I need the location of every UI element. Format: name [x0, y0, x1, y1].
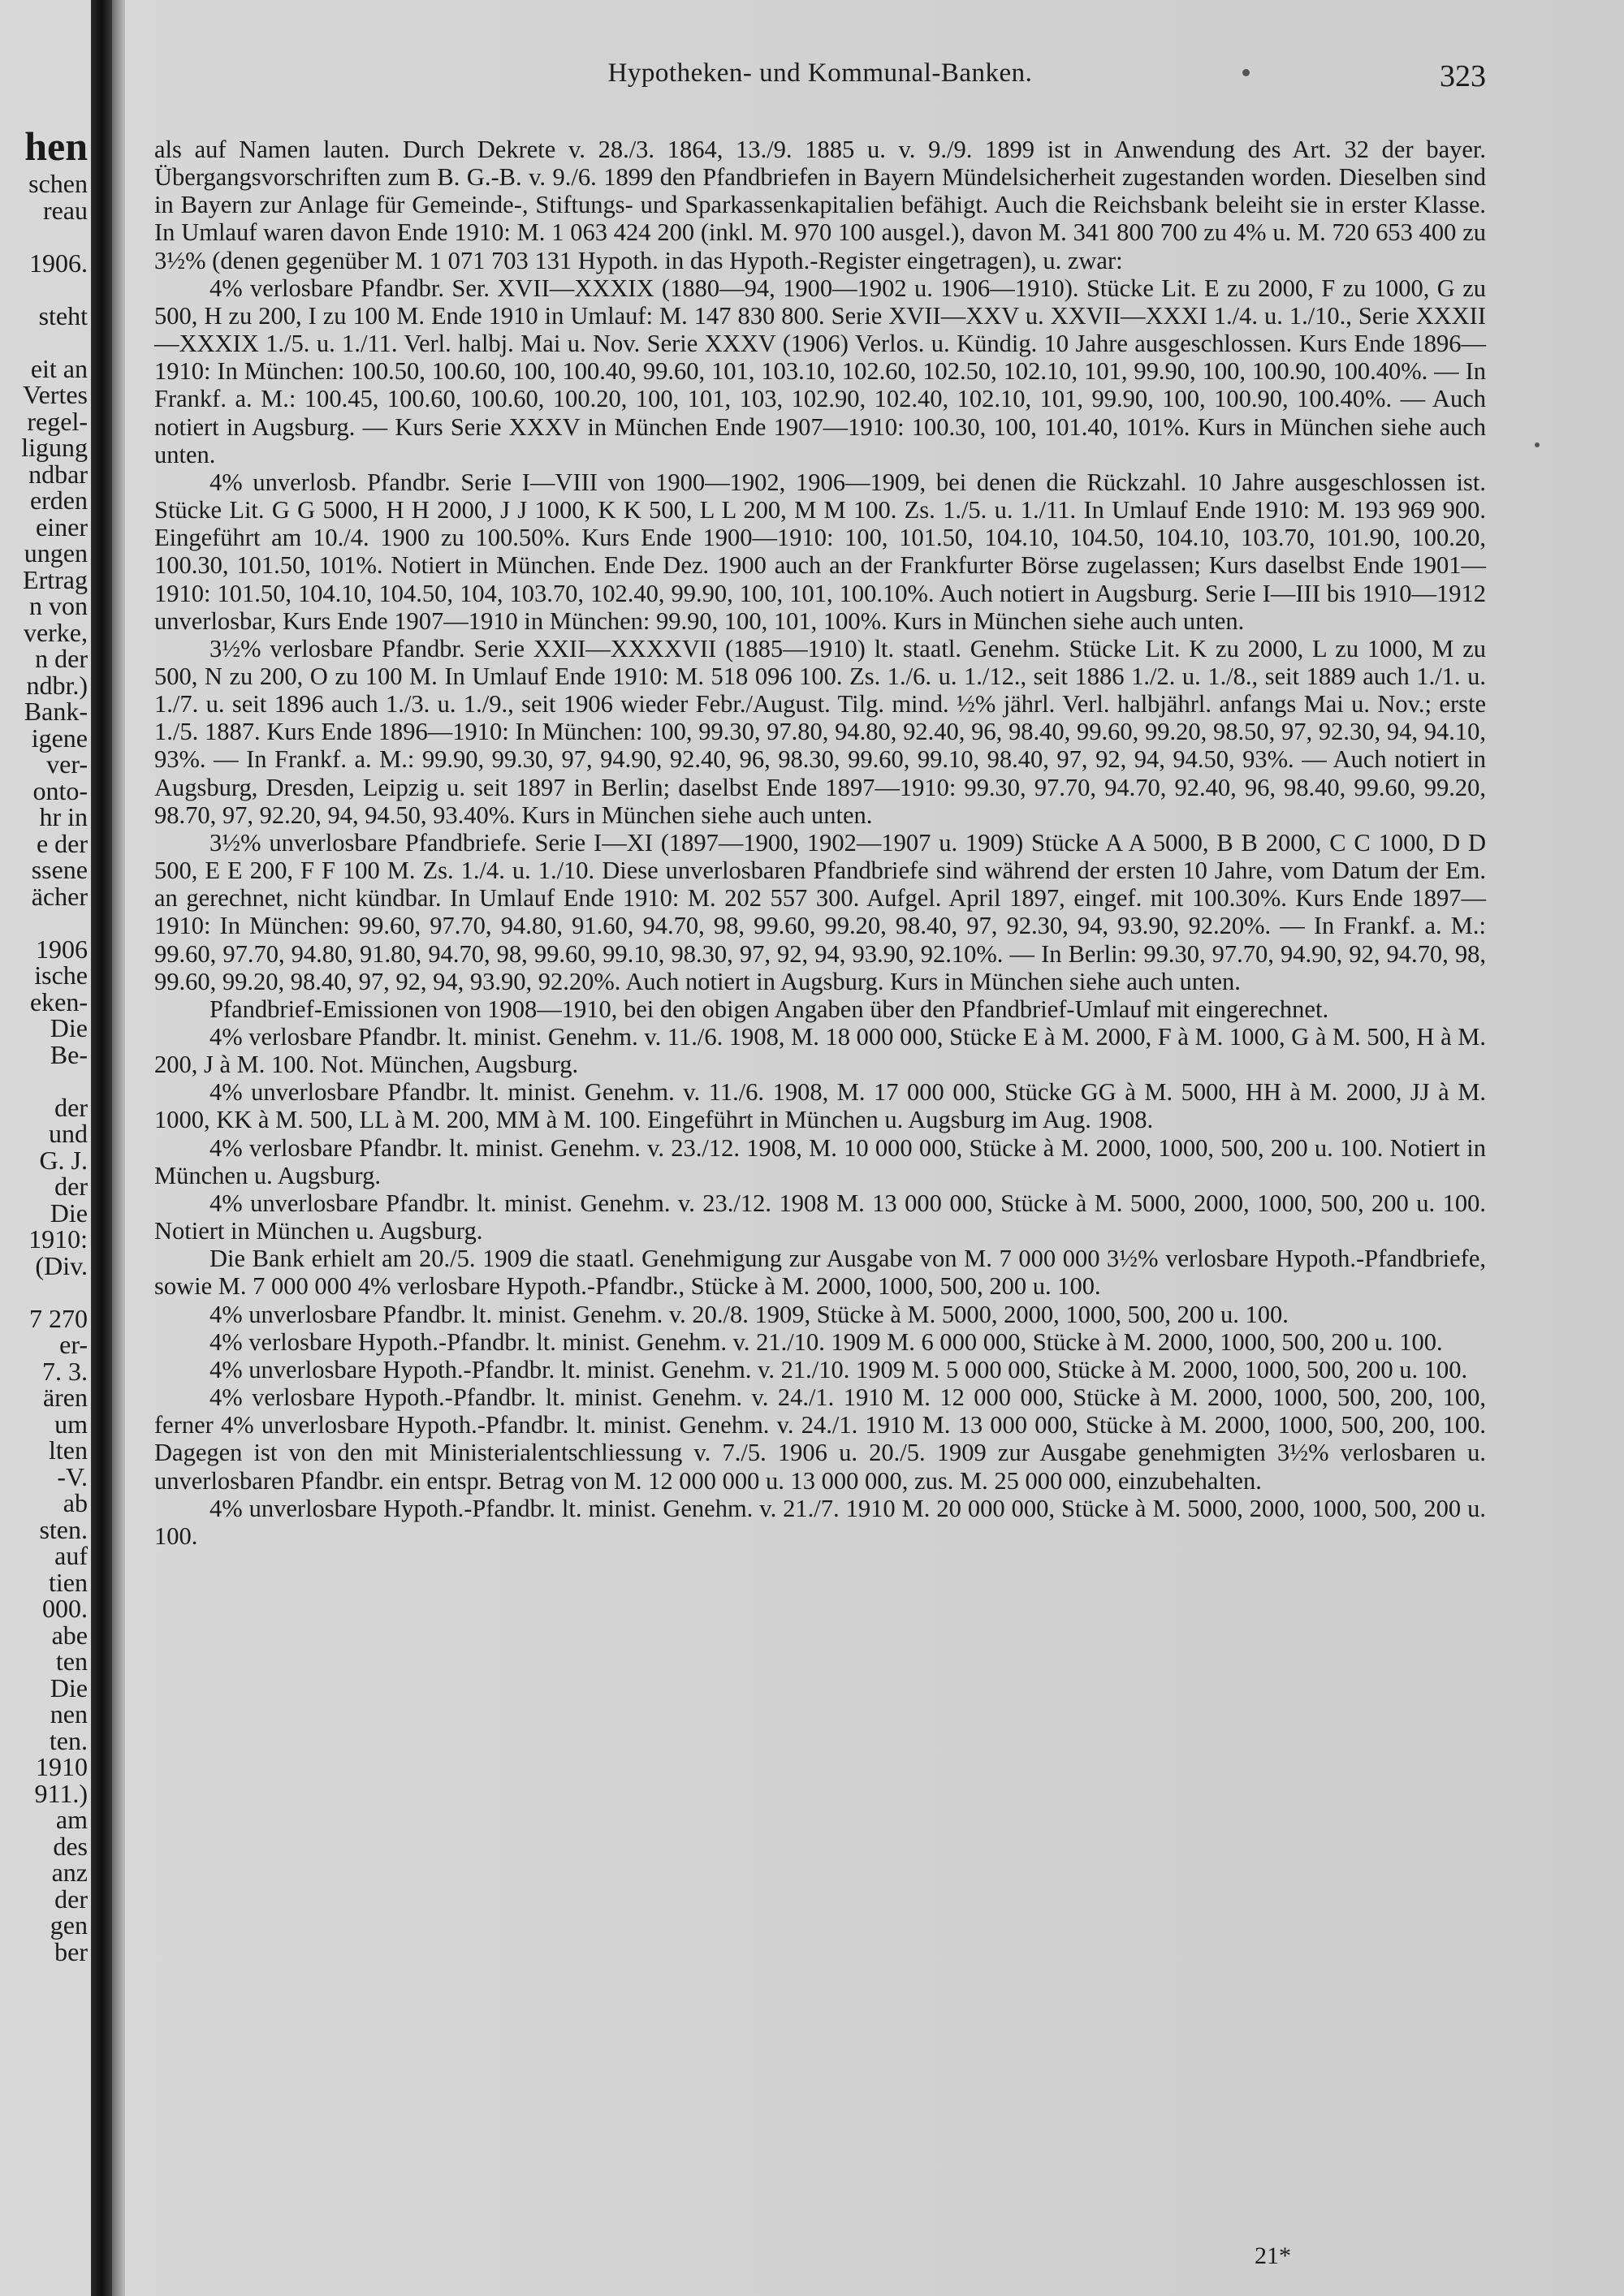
- margin-fragment: [0, 909, 91, 936]
- margin-fragment: des: [53, 1831, 88, 1861]
- paragraph: 4% verlosbare Pfandbr. Ser. XVII—XXXIX (1880—94, 1900—1902 u. 1906—1910). Stücke Lit. E zu 2000, F zu 1000, G zu 500, H zu 200, I zu 100 M. Ende 1910 in Umlauf: M. 147 830 800. Serie XVII—XXV u. XXVII—XXXI 1./4. u. 1./10., Serie XXXII—XXXIX 1./5. u. 1./11. Verl. halbj. Mai u. Nov. Serie XXXV (1906) Verlos. u. Kündig. 10 Jahre ausgeschlossen. Kurs Ende 1896—1910: In München: 100.50, 100.60, 100, 100.40, 99.60, 101, 103.10, 102.60, 102.50, 102.10, 101, 99.90, 100, 100.90, 100.40%. — In Frankf. a. M.: 100.45, 100.60, 100.60, 100.20, 100, 101, 103, 102.90, 102.40, 102.10, 101, 99.90, 100, 100.90, 100.40%. — Auch notiert in Augsburg. — Kurs Serie XXXV in München Ende 1907—1910: 100.30, 100, 101.40, 101%. Kurs in München siehe auch unten.: [154, 274, 1486, 468]
- margin-fragment: tien: [49, 1567, 88, 1597]
- margin-fragment: ten: [55, 1646, 88, 1676]
- margin-fragment: eken-: [29, 986, 88, 1016]
- margin-fragment: hen: [24, 123, 88, 169]
- margin-fragment: ungen: [24, 538, 88, 568]
- paragraph: 4% unverlosbare Hypoth.-Pfandbr. lt. minist. Genehm. v. 21./7. 1910 M. 20 000 000, Stücke à M. 5000, 2000, 1000, 500, 200 u. 100.: [154, 1494, 1486, 1550]
- paragraph: 3½% unverlosbare Pfandbriefe. Serie I—XI (1897—1900, 1902—1907 u. 1909) Stücke A A 5000, B B 2000, C C 1000, D D 500, E E 200, F F 100 M. Zs. 1./4. u. 1./10. Diese unverlosbaren Pfandbriefe sind während der ersten 10 Jahre, vom Datum der Em. an gerechnet, nicht kündbar. In Umlauf Ende 1910: M. 202 557 300. Aufgel. April 1897, eingef. mit 100.30%. Kurs Ende 1897—1910: In München: 99.60, 97.70, 94.80, 91.60, 94.70, 98, 99.60, 99.20, 98.40, 97, 92.30, 94, 93.90, 92.20%. — In Frankf. a. M.: 99.60, 97.70, 94.80, 91.80, 94.70, 98, 99.60, 99.10, 98.30, 97, 92, 94, 93.90, 92.10%. — In Berlin: 99.30, 97.70, 94.90, 92, 94.70, 98, 99.60, 99.20, 98.40, 97, 92, 94, 93.90, 92.20%. Auch notiert in Augsburg. Kurs in München siehe auch unten.: [154, 828, 1486, 995]
- paragraph: 4% unverlosbare Pfandbr. lt. minist. Genehm. v. 11./6. 1908, M. 17 000 000, Stücke GG à M. 5000, HH à M. 2000, JJ à M. 1000, KK à M. 500, LL à M. 200, MM à M. 100. Eingeführt in München u. Augsburg im Aug. 1908.: [154, 1078, 1486, 1134]
- paragraph: als auf Namen lauten. Durch Dekrete v. 28./3. 1864, 13./9. 1885 u. v. 9./9. 1899 ist in Anwendung des Art. 32 der bayer. Übergangsvorschriften zum B. G.-B. v. 9./6. 1899 den Pfandbriefen in Bayern Mündelsicherheit zugestanden worden. Dieselben sind in Bayern zur Anlage für Gemeinde-, Stiftungs- und Sparkassenkapitalien befähigt. Auch die Reichsbank beleiht sie in erster Klasse. In Umlauf waren davon Ende 1910: M. 1 063 424 200 (inkl. M. 970 100 ausgel.), davon M. 341 800 700 zu 4% u. M. 720 653 400 zu 3½% (denen gegenüber M. 1 071 703 131 Hypoth. in das Hypoth.-Register eingetragen), u. zwar:: [154, 136, 1486, 274]
- margin-fragment: gen: [50, 1910, 88, 1940]
- margin-fragment: ären: [42, 1383, 88, 1412]
- paragraph: 4% unverlosbare Pfandbr. lt. minist. Genehm. v. 20./8. 1909, Stücke à M. 5000, 2000, 1000, 500, 200 u. 100.: [209, 1300, 1289, 1328]
- margin-fragment: regel-: [27, 406, 88, 436]
- paragraph: Pfandbrief-Emissionen von 1908—1910, bei den obigen Angaben über den Pfandbrief-Umlauf mit eingerechnet.: [209, 995, 1329, 1023]
- margin-fragment: am: [55, 1805, 88, 1834]
- margin-fragment: einer: [36, 511, 88, 542]
- margin-fragment: onto-: [32, 775, 88, 805]
- margin-fragment: 1910: [36, 1752, 88, 1781]
- margin-fragment: der: [54, 1172, 88, 1201]
- paragraph: 4% unverlosb. Pfandbr. Serie I—VIII von 1900—1902, 1906—1909, bei denen die Rückzahl. 10 Jahre ausgeschlossen ist. Stücke Lit. G G 5000, H H 2000, J J 1000, K K 500, L L 200, M M 100. Zs. 1./5. u. 1./11. In Umlauf Ende 1910: M. 193 969 900. Eingeführt am 10./4. 1900 zu 100.50%. Kurs Ende 1900—1910: 100, 101.50, 104.10, 104.50, 104.10, 103.70, 101.90, 100.20, 100.30, 101.50, 101%. Notiert in München. Ende Dez. 1900 auch an der Frankfurter Börse zugelassen; Kurs daselbst Ende 1901—1910: 101.50, 104.10, 104.50, 104, 103.70, 102.40, 99.90, 100, 101, 100.10%. Auch notiert in Augsburg. Serie I—III bis 1910—1912 unverlosbar, Kurs Ende 1907—1910 in München: 99.90, 100, 101, 100%. Kurs in München siehe auch unten.: [154, 468, 1486, 635]
- margin-fragment: e der: [36, 828, 88, 858]
- margin-fragment: verke,: [23, 617, 88, 647]
- margin-fragment: 911.): [34, 1778, 88, 1808]
- margin-fragment: [0, 329, 91, 356]
- margin-fragment: n von: [29, 591, 88, 620]
- margin-fragment: der: [54, 1092, 88, 1122]
- margin-fragment: [0, 1068, 91, 1094]
- gutter-shadow: [112, 0, 125, 2296]
- margin-fragment: 1910:: [28, 1224, 88, 1254]
- paragraph: 4% unverlosbare Pfandbr. lt. minist. Genehm. v. 23./12. 1908 M. 13 000 000, Stücke à M. 5000, 2000, 1000, 500, 200 u. 100. Notiert in München u. Augsburg.: [154, 1189, 1486, 1245]
- margin-fragment: nen: [50, 1699, 88, 1728]
- margin-fragment: 7. 3.: [42, 1356, 88, 1386]
- margin-fragment: igene: [31, 723, 88, 753]
- margin-fragment: schen: [28, 169, 88, 198]
- margin-fragment: abe: [51, 1620, 88, 1650]
- margin-fragment: Die: [50, 1672, 88, 1703]
- margin-fragment: ische: [34, 960, 88, 990]
- margin-fragment: ndbr.): [26, 670, 88, 700]
- margin-fragment: ver-: [46, 749, 88, 779]
- margin-fragment: (Div.: [35, 1250, 88, 1280]
- margin-fragment: ssene: [31, 855, 88, 884]
- margin-fragment: 000.: [42, 1594, 88, 1623]
- margin-fragment: ächer: [31, 881, 88, 911]
- margin-fragment: Bank-: [24, 697, 88, 726]
- margin-fragment: eit an: [30, 353, 88, 383]
- margin-fragment: n der: [35, 644, 88, 673]
- margin-fragment: [0, 223, 91, 250]
- margin-fragment: um: [54, 1409, 88, 1439]
- running-header: [154, 58, 1486, 99]
- margin-fragment: steht: [38, 300, 88, 330]
- book-gutter: [91, 0, 112, 2296]
- running-title: Hypotheken- und Kommunal-Banken.: [607, 58, 1033, 88]
- margin-fragment: der: [54, 1884, 88, 1914]
- margin-fragment: [0, 276, 91, 303]
- margin-fragment: auf: [54, 1541, 88, 1570]
- margin-fragment: Die: [50, 1198, 88, 1228]
- paragraph: 4% verlosbare Hypoth.-Pfandbr. lt. minist. Genehm. v. 21./10. 1909 M. 6 000 000, Stücke à M. 2000, 1000, 500, 200 u. 100.: [209, 1327, 1443, 1356]
- margin-fragment: reau: [42, 195, 88, 225]
- margin-fragment: er-: [59, 1330, 88, 1359]
- previous-page-margin: [0, 122, 91, 2249]
- margin-fragment: Die: [50, 1013, 88, 1042]
- margin-fragment: ten.: [49, 1725, 88, 1755]
- paragraph: 4% verlosbare Pfandbr. lt. minist. Genehm. v. 23./12. 1908, M. 10 000 000, Stücke à M. 2000, 1000, 500, 200 u. 100. Notiert in München u. Augsburg.: [154, 1133, 1486, 1189]
- paragraph: 4% verlosbare Pfandbr. lt. minist. Genehm. v. 11./6. 1908, M. 18 000 000, Stücke E à M. 2000, F à M. 1000, G à M. 500, H à M. 200, J à M. 100. Not. München, Augsburg.: [154, 1023, 1486, 1079]
- margin-fragment: ligung: [21, 433, 88, 462]
- print-speck: [1242, 69, 1250, 76]
- margin-fragment: und: [49, 1119, 88, 1148]
- margin-fragment: G. J.: [39, 1145, 88, 1175]
- margin-fragment: 1906: [36, 934, 88, 964]
- margin-fragment: erden: [29, 486, 88, 515]
- signature-mark: 21*: [1255, 2242, 1291, 2269]
- margin-fragment: -V.: [57, 1461, 88, 1491]
- margin-fragment: ab: [63, 1488, 88, 1517]
- margin-fragment: ndbar: [28, 459, 88, 489]
- margin-fragment: [0, 1279, 91, 1306]
- margin-fragment: 1906.: [29, 248, 88, 278]
- margin-fragment: lten: [49, 1435, 88, 1465]
- margin-fragment: Be-: [50, 1039, 88, 1069]
- print-speck: [1535, 442, 1540, 447]
- margin-fragment: hr in: [39, 802, 88, 831]
- paragraph: Die Bank erhielt am 20./5. 1909 die staatl. Genehmigung zur Ausgabe von M. 7 000 000 3½% verlosbare Hypoth.-Pfandbriefe, sowie M. 7 000 000 4% verlosbare Hypoth.-Pfandbr., Stücke à M. 2000, 1000, 500, 200 u. 100.: [154, 1245, 1486, 1301]
- margin-fragment: ber: [54, 1936, 88, 1966]
- paragraph: 3½% verlosbare Pfandbr. Serie XXII—XXXXVII (1885—1910) lt. staatl. Genehm. Stücke Lit. K zu 2000, L zu 1000, M zu 500, N zu 200, O zu 100 M. In Umlauf Ende 1910: M. 518 096 100. Zs. 1./6. u. 1./12., seit 1886 1./2. u. 1./8., seit 1889 auch 1./1. u. 1./7. u. seit 1896 auch 1./3. u. 1./9., seit 1906 wieder Febr./August. Tilg. mind. ½% jährl. Verl. halbjährl. anfangs Mai u. Nov.; erste 1./5. 1887. Kurs Ende 1896—1910: In München: 100, 99.30, 97.80, 94.80, 92.40, 96, 98.40, 99.60, 99.20, 98.50, 97, 92.30, 94, 94.10, 93%. — In Frankf. a. M.: 99.90, 99.30, 97, 94.90, 92.40, 96, 98.30, 99.60, 99.10, 98.40, 97, 92, 94, 94.50, 93%. — Auch notiert in Augsburg, Dresden, Leipzig u. seit 1897 in Berlin; daselbst Ende 1897—1910: 99.30, 97.70, 94.70, 92.40, 96, 98.40, 99.60, 99.20, 98.70, 97, 92.20, 94, 94.50, 93.40%. Kurs in München siehe auch unten.: [154, 634, 1486, 829]
- paragraph: 4% verlosbare Hypoth.-Pfandbr. lt. minist. Genehm. v. 24./1. 1910 M. 12 000 000, Stücke à M. 2000, 1000, 500, 200, 100, ferner 4% unverlosbare Hypoth.-Pfandbr. lt. minist. Genehm. v. 24./1. 1910 M. 13 000 000, Stücke à M. 2000, 1000, 500, 200, 100. Dagegen ist von den mit Ministerialentschliessung v. 7./5. 1906 u. 20./5. 1909 zur Ausgabe genehmigten 3½% verlosbaren u. unverlosbaren Pfandbr. ein entspr. Betrag von M. 12 000 000 u. 13 000 000, zus. M. 25 000 000, einzubehalten.: [154, 1383, 1486, 1495]
- margin-fragment: 7 270: [29, 1303, 88, 1333]
- page-number: 323: [1440, 59, 1486, 93]
- margin-fragment: anz: [51, 1858, 88, 1887]
- margin-fragment: sten.: [39, 1514, 88, 1544]
- margin-fragment: Vertes: [23, 380, 88, 409]
- body-text: [154, 136, 1486, 1550]
- paragraph: 4% unverlosbare Hypoth.-Pfandbr. lt. minist. Genehm. v. 21./10. 1909 M. 5 000 000, Stücke à M. 2000, 1000, 500, 200 u. 100.: [209, 1355, 1468, 1383]
- margin-fragment: Ertrag: [23, 564, 88, 594]
